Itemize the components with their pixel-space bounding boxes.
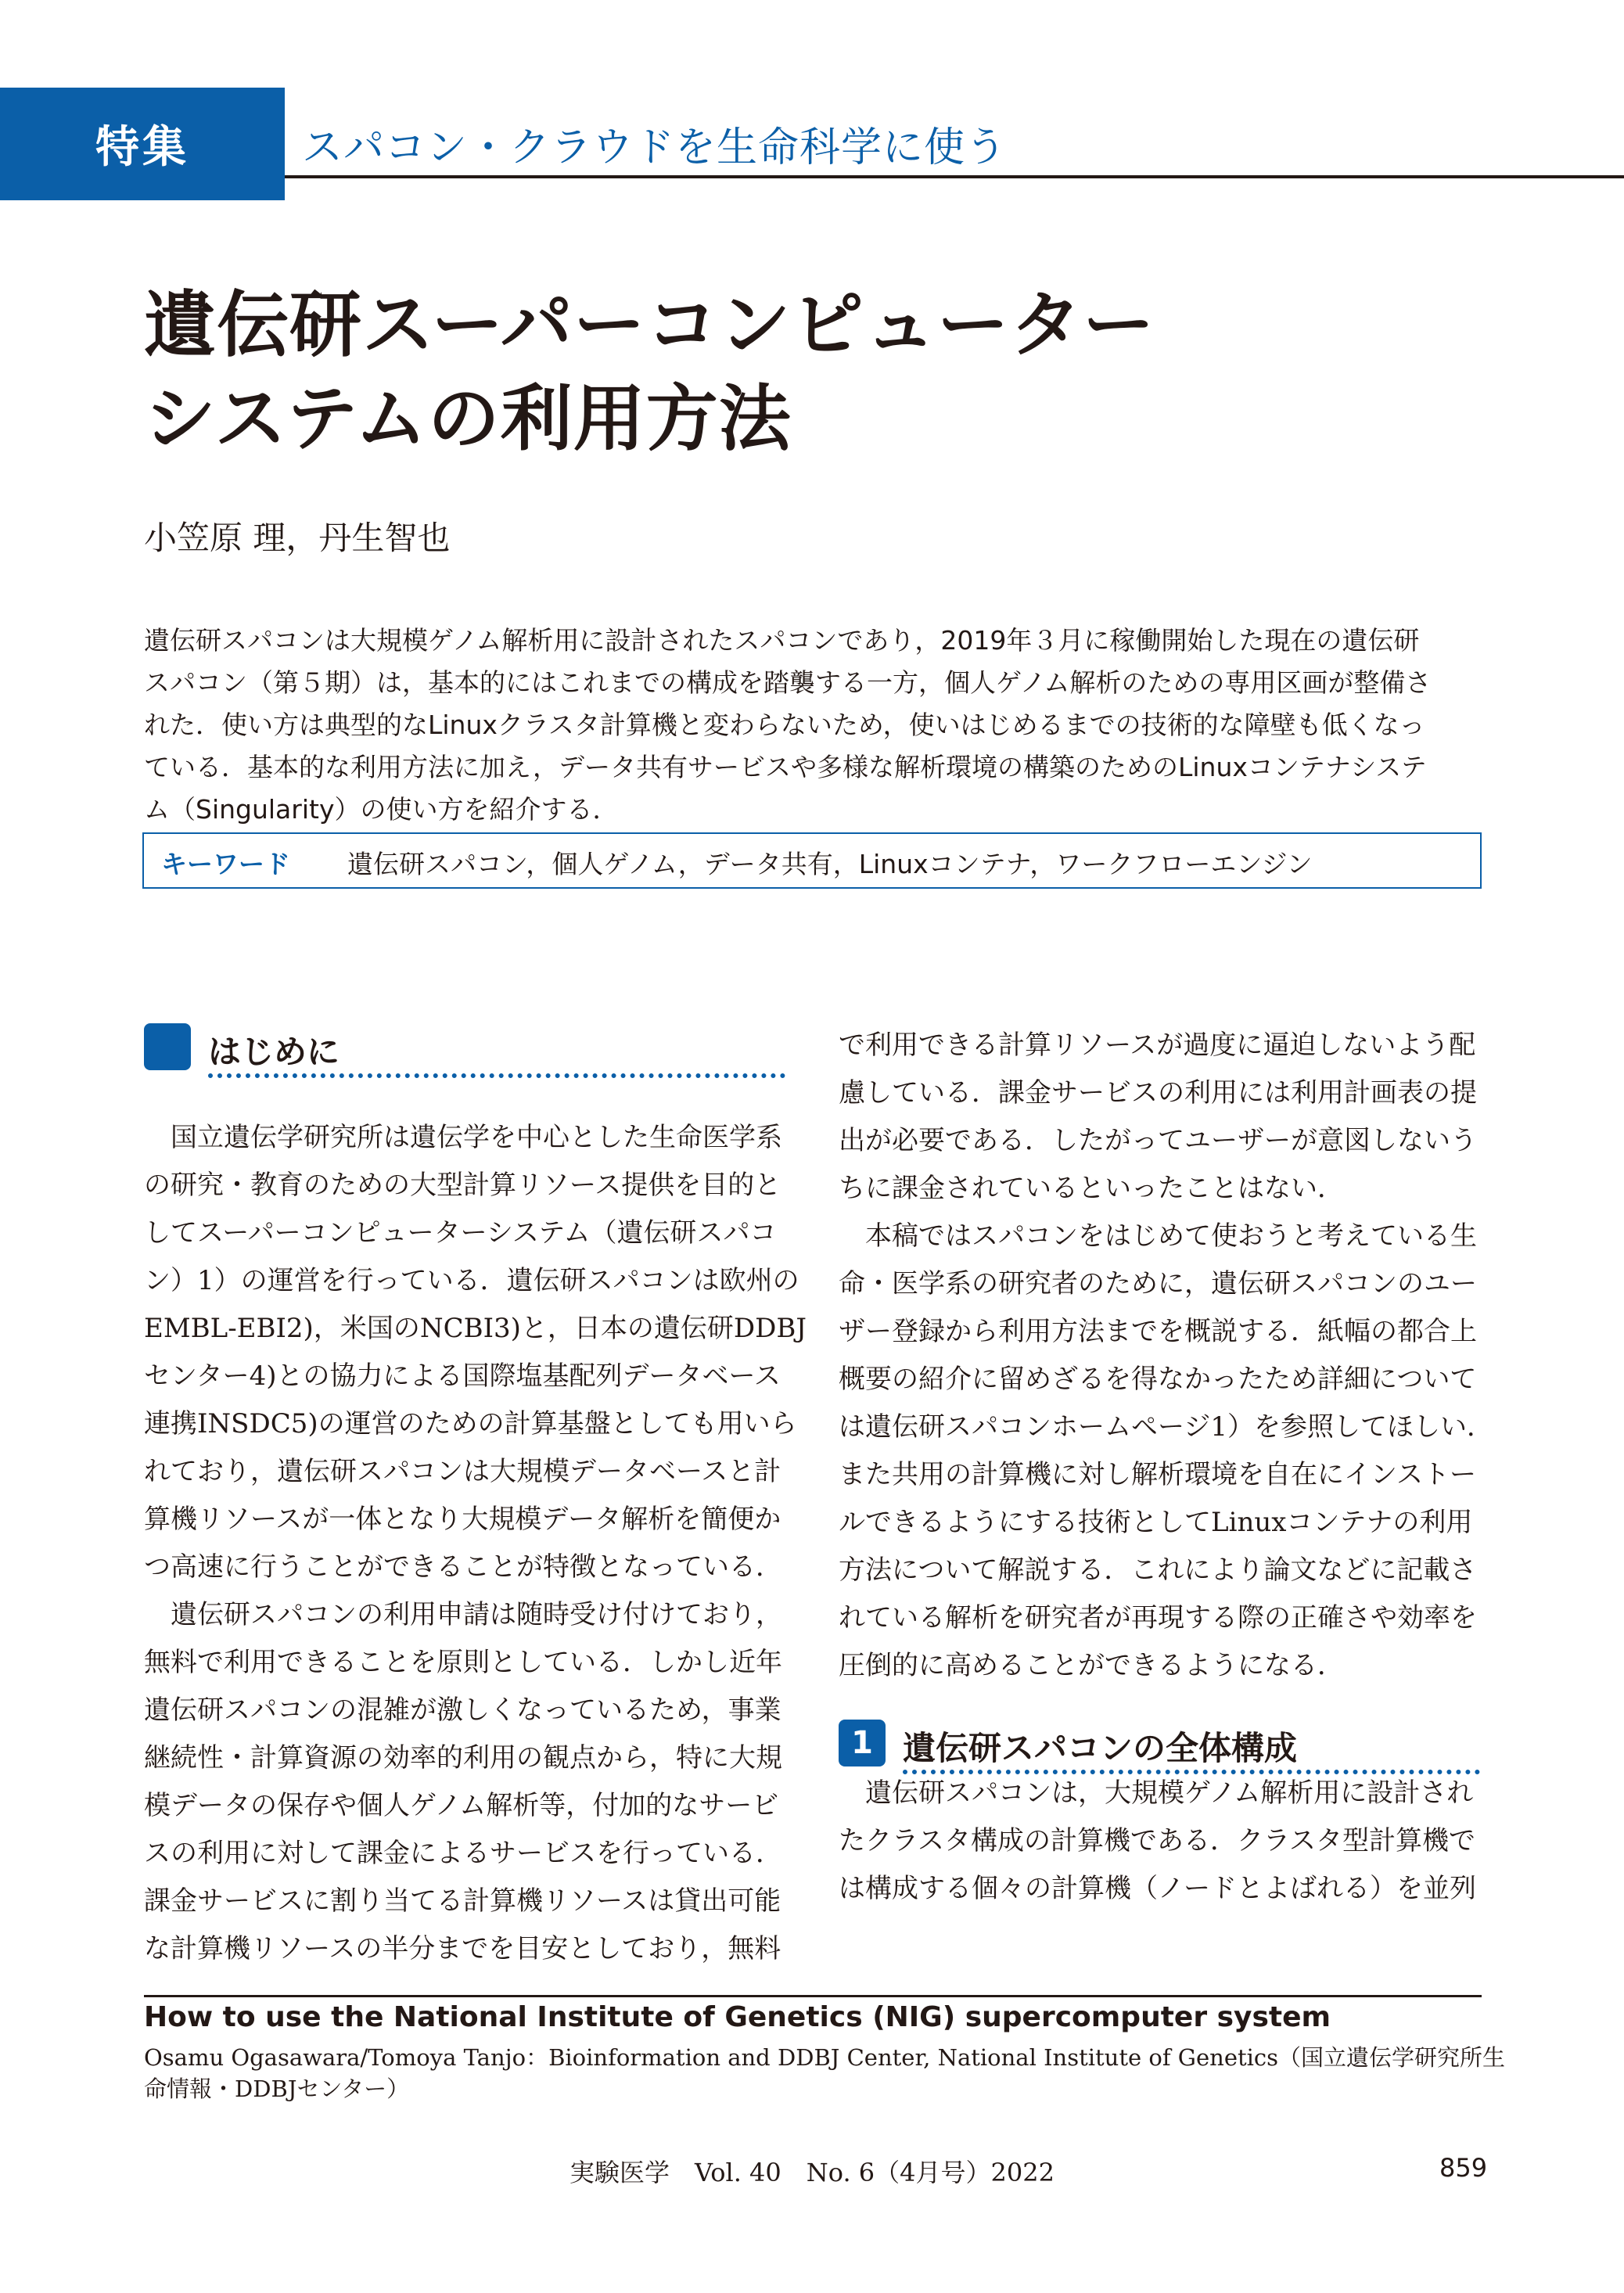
body-line: してスーパーコンピューターシステム（遺伝研スパコ	[144, 1217, 777, 1249]
body-line: 遺伝研スパコンの混雑が激しくなっているため，事業	[144, 1695, 781, 1726]
body-line: 国立遺伝学研究所は遺伝学を中心とした生命医学系	[144, 1122, 782, 1153]
body-line: ン）1）の運営を行っている．遺伝研スパコンは欧州の	[144, 1265, 799, 1296]
section-number-badge: 1	[839, 1720, 886, 1766]
body-line: 出が必要である．したがってユーザーが意図しないう	[839, 1125, 1477, 1156]
body-line: ルできるようにする技術としてLinuxコンテナの利用	[839, 1507, 1473, 1538]
abstract-line: スパコン（第５期）は，基本的にはこれまでの構成を踏襲する一方，個人ゲノム解析のための専用区画が整備さ	[144, 667, 1432, 698]
body-line: れている解析を研究者が再現する際の正確さや効率を	[839, 1602, 1477, 1633]
feature-tag: 特集	[0, 88, 285, 200]
author-affiliation	[144, 2042, 1506, 2104]
body-line: 連携INSDC5)の運営のための計算基盤としても用いら	[144, 1408, 797, 1439]
body-line: センター4)との協力による国際塩基配列データベース	[144, 1360, 781, 1392]
abstract-line: 遺伝研スパコンは大規模ゲノム解析用に設計されたスパコンであり，2019年３月に稼働開始した現在の遺伝研	[144, 625, 1420, 656]
body-line: 圧倒的に高めることができるようになる．	[839, 1650, 1344, 1681]
abstract-line: ム（Singularity）の使い方を紹介する．	[144, 794, 619, 825]
body-line: の研究・教育のための大型計算リソース提供を目的と	[144, 1170, 781, 1201]
title-line: 遺伝研スーパーコンピューター	[144, 283, 1155, 367]
body-column-right-section1	[839, 1770, 1480, 1913]
heading-text: 遺伝研スパコンの全体構成	[903, 1729, 1298, 1767]
page-number: 859	[1439, 2153, 1488, 2183]
body-line: は構成する個々の計算機（ノードとよばれる）を並列	[839, 1873, 1476, 1904]
body-line: 継続性・計算資源の効率的利用の観点から，特に大規	[144, 1742, 782, 1774]
journal-info: 実験医学 Vol. 40 No. 6（4月号）2022	[569, 2158, 1055, 2187]
heading-dotted-rule	[208, 1073, 785, 1078]
body-line: 遺伝研スパコンの利用申請は随時受け付けており，	[144, 1599, 782, 1630]
body-line: 無料で利用できることを原則としている．しかし近年	[144, 1647, 782, 1678]
body-line: つ高速に行うことができることが特徴となっている．	[144, 1551, 782, 1583]
body-line: 方法について解説する．これにより論文などに記載さ	[839, 1554, 1477, 1586]
body-line: 慮している．課金サービスの利用には利用計画表の提	[839, 1077, 1477, 1109]
title-line: システムの利用方法	[144, 377, 792, 461]
abstract-line: れた．使い方は典型的なLinuxクラスタ計算機と変わらないため，使いはじめるまでの技術的な障壁も低くなっ	[144, 710, 1425, 740]
affiliation-line: Osamu Ogasawara/Tomoya Tanjo：Bioinformation and DDBJ Center, National Institute of Genetics（国立遺伝学研究所生	[144, 2044, 1506, 2071]
body-column-right	[839, 1022, 1493, 1690]
body-line: 算機リソースが一体となり大規模データ解析を簡便か	[144, 1504, 781, 1535]
body-line: 命・医学系の研究者のために，遺伝研スパコンのユー	[839, 1268, 1477, 1299]
body-line: たクラスタ構成の計算機である．クラスタ型計算機で	[839, 1825, 1475, 1856]
body-line: れており，遺伝研スパコンは大規模データベースと計	[144, 1456, 781, 1487]
body-line: スの利用に対して課金によるサービスを行っている．	[144, 1838, 782, 1869]
body-line: で利用できる計算リソースが過度に逼迫しないよう配	[839, 1030, 1476, 1061]
body-line: 課金サービスに割り当てる計算機リソースは貸出可能	[144, 1885, 781, 1917]
body-line: 遺伝研スパコンは，大規模ゲノム解析用に設計され	[839, 1777, 1474, 1809]
body-line: 本稿ではスパコンをはじめて使おうと考えている生	[839, 1220, 1477, 1252]
series-title: スパコン・クラウドを生命科学に使う	[302, 124, 1008, 171]
body-line: また共用の計算機に対し解析環境を自在にインストー	[839, 1459, 1476, 1490]
abstract-line: ている．基本的な利用方法に加え，データ共有サービスや多様な解析環境の構築のためのLinuxコンテナシステ	[144, 752, 1427, 782]
body-line: な計算機リソースの半分までを目安としており，無料	[144, 1933, 781, 1964]
keyword-label: キーワード	[161, 849, 290, 879]
heading-text: はじめに	[208, 1033, 340, 1071]
affiliation-line: 命情報・DDBJセンター）	[144, 2076, 410, 2102]
keyword-text: 遺伝研スパコン，個人ゲノム，データ共有，Linuxコンテナ，ワークフローエンジン	[347, 849, 1313, 879]
body-line: 概要の紹介に留めざるを得なかったため詳細について	[839, 1364, 1477, 1395]
footer-rule	[144, 1995, 1482, 1997]
body-line: EMBL-EBI2)，米国のNCBI3)と，日本の遺伝研DDBJ	[144, 1313, 807, 1344]
body-line: 模データの保存や個人ゲノム解析等，付加的なサービ	[144, 1790, 779, 1821]
body-line: は遺伝研スパコンホームページ1）を参照してほしい．	[839, 1411, 1493, 1443]
authors: 小笠原 理，丹生智也	[144, 519, 451, 557]
english-title: How to use the National Institute of Genetics (NIG) supercomputer system	[144, 2001, 1331, 2033]
abstract	[144, 620, 1482, 831]
keyword-box	[142, 832, 1482, 889]
body-line: ザー登録から利用方法までを概説する．紙幅の都合上	[839, 1316, 1477, 1347]
body-line: ちに課金されているといったことはない．	[839, 1173, 1344, 1204]
body-column-left	[144, 1114, 807, 1973]
header-rule	[285, 175, 1624, 178]
article-title	[144, 279, 1155, 466]
section-heading-intro	[144, 1023, 785, 1083]
heading-marker	[144, 1023, 191, 1070]
